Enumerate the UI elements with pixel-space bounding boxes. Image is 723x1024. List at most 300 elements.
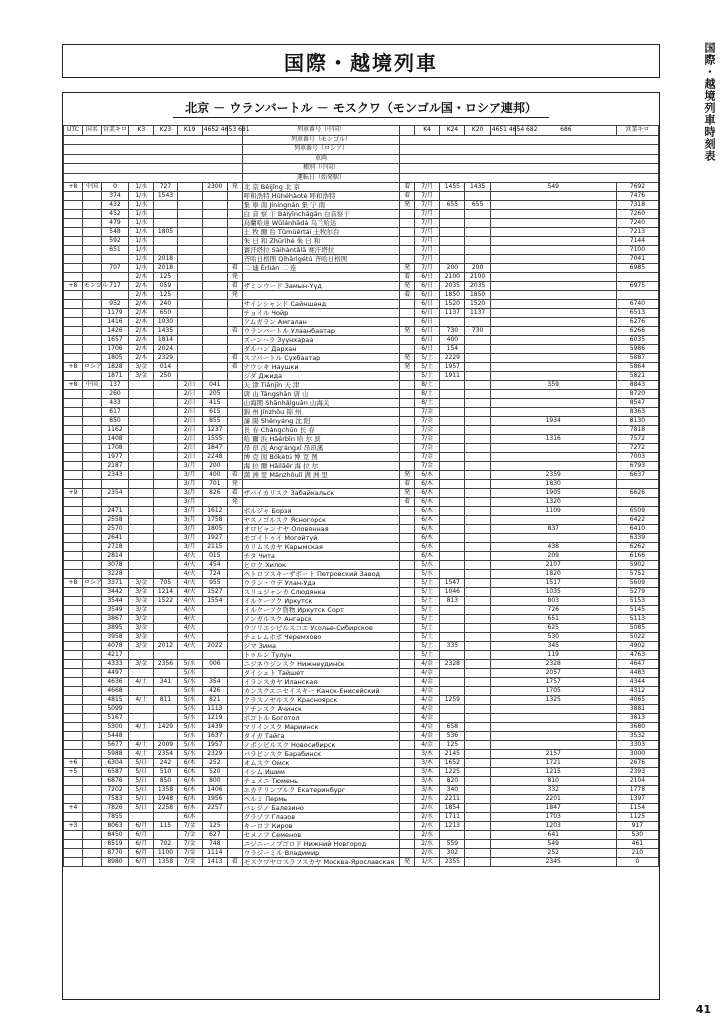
cell-dep: 1814 [154, 336, 177, 345]
cell-dep [154, 561, 177, 570]
table-row [64, 768, 659, 777]
table-row [64, 264, 659, 273]
cell-r-day: 5/土 [415, 363, 440, 372]
cell-arr [202, 210, 227, 219]
cell-km2: 3/月 [177, 480, 202, 489]
cell-utc [64, 795, 83, 804]
cell-km2: 2/日 [177, 453, 202, 462]
cell-r2 [465, 444, 490, 453]
cell-r-time [440, 444, 465, 453]
cell-arr: 701 [202, 480, 227, 489]
cell-km2: 5/水 [177, 723, 202, 732]
cell-r3 [490, 291, 616, 300]
cell-station [242, 480, 400, 489]
cell-dep [154, 237, 177, 246]
cell-r2 [465, 399, 490, 408]
cell-km: 8450 [101, 831, 128, 840]
cell-r2 [465, 381, 490, 390]
table-row [64, 327, 659, 336]
cell-km2 [177, 300, 202, 309]
cell-station: エカテリンブルク Екатеринбург [242, 786, 400, 795]
cell-r-day: 6/木 [415, 552, 440, 561]
cell-country [82, 201, 101, 210]
cell-r-day: 8/土 [415, 399, 440, 408]
cell-r-km: 7144 [616, 237, 658, 246]
cell-r2 [465, 417, 490, 426]
cell-mark [227, 255, 242, 264]
cell-r-time [440, 390, 465, 399]
cell-station: タイガ Тайга [242, 732, 400, 741]
cell-utc: +3 [64, 822, 83, 831]
cell-day: 2/木 [129, 282, 154, 291]
cell-mark [227, 579, 242, 588]
cell-r-km: 3000 [616, 750, 658, 759]
cell-country [82, 426, 101, 435]
cell-r-km: 7003 [616, 453, 658, 462]
cell-dep: 250 [154, 372, 177, 381]
cell-km: 5300 [101, 723, 128, 732]
cell-r-time [440, 489, 465, 498]
cell-r-time [440, 471, 465, 480]
cell-r-mark: 発 [400, 354, 415, 363]
cell-utc [64, 714, 83, 723]
cell-mark [227, 525, 242, 534]
cell-r-mark [400, 516, 415, 525]
cell-r2 [465, 354, 490, 363]
cell-country [82, 471, 101, 480]
table-row [64, 219, 659, 228]
cell-station: カンスクエニセイスキー Канск-Енисейский [242, 687, 400, 696]
cell-station: 齐哈日格图 Qíhārìgétú 齐哈日格图 [242, 255, 400, 264]
header-type: 種別（中国） [242, 164, 400, 174]
cell-arr: 1237 [202, 426, 227, 435]
table-row [64, 687, 659, 696]
header-train-label-mn: 列車番号（モンゴル） [242, 135, 400, 145]
cell-r-time [440, 255, 465, 264]
cell-r3: 1905 [490, 489, 616, 498]
header-row-trains [64, 126, 659, 136]
table-row [64, 408, 659, 417]
table-row [64, 336, 659, 345]
cell-r3 [490, 246, 616, 255]
cell-country [82, 705, 101, 714]
cell-km: 452 [101, 210, 128, 219]
cell-r-day: 7/月 [415, 237, 440, 246]
cell-r-day: 5/土 [415, 372, 440, 381]
cell-r2 [465, 804, 490, 813]
cell-r2 [465, 498, 490, 507]
cell-country [82, 669, 101, 678]
cell-mark: 着 [227, 363, 242, 372]
cell-r3 [490, 327, 616, 336]
cell-r-day: 3/木 [415, 768, 440, 777]
cell-mark [227, 624, 242, 633]
cell-r-day: 7/金 [415, 417, 440, 426]
cell-r-time [440, 633, 465, 642]
cell-r-time: 1911 [440, 372, 465, 381]
cell-r-mark [400, 678, 415, 687]
cell-utc [64, 624, 83, 633]
cell-station: タイシェト Тайшет [242, 669, 400, 678]
cell-r-day: 5/土 [415, 615, 440, 624]
cell-station: ウソリエシビルスコエ Усолье-Сибирское [242, 624, 400, 633]
cell-km: 5448 [101, 732, 128, 741]
cell-km [101, 273, 128, 282]
cell-station: ウラジーミル Владимир [242, 849, 400, 858]
cell-country [82, 552, 101, 561]
table-row [64, 480, 659, 489]
cell-mark [227, 633, 242, 642]
cell-r-day: 6/木 [415, 525, 440, 534]
cell-dep [154, 624, 177, 633]
cell-utc: +8 [64, 381, 83, 390]
cell-day: 3/金 [129, 606, 154, 615]
table-row [64, 678, 659, 687]
cell-km: 717 [101, 282, 128, 291]
cell-km: 3544 [101, 597, 128, 606]
cell-km2: 2/日 [177, 381, 202, 390]
cell-km: 4815 [101, 696, 128, 705]
cell-r-mark [400, 399, 415, 408]
cell-mark [227, 543, 242, 552]
cell-r-time [440, 480, 465, 489]
cell-r-km: 5887 [616, 354, 658, 363]
cell-day [129, 813, 154, 822]
cell-mark: 着 [227, 858, 242, 867]
cell-r-mark: 発 [400, 327, 415, 336]
cell-km2: 4/火 [177, 624, 202, 633]
cell-day: 5/日 [129, 759, 154, 768]
cell-day: 2/木 [129, 327, 154, 336]
cell-r-mark [400, 390, 415, 399]
cell-station: ウランバートル Улаанбаатар [242, 327, 400, 336]
cell-mark [227, 732, 242, 741]
table-row [64, 714, 659, 723]
cell-country [82, 273, 101, 282]
cell-r-day: 5/土 [415, 651, 440, 660]
cell-km2: 3/月 [177, 516, 202, 525]
cell-arr [202, 336, 227, 345]
cell-r-day: 5/土 [415, 354, 440, 363]
cell-r3 [490, 408, 616, 417]
cell-dep: 2258 [154, 804, 177, 813]
cell-arr: 015 [202, 552, 227, 561]
cell-r-time [440, 552, 465, 561]
cell-r-time: 2355 [440, 858, 465, 867]
cell-km: 4078 [101, 642, 128, 651]
cell-r2 [465, 750, 490, 759]
cell-r3 [490, 318, 616, 327]
cell-station: ボゴトル Боготол [242, 714, 400, 723]
cell-r-time [440, 669, 465, 678]
cell-country [82, 723, 101, 732]
cell-station: ザバイカリスク Забайкальск [242, 489, 400, 498]
cell-dep: 125 [154, 291, 177, 300]
cell-dep [154, 516, 177, 525]
cell-station: ジマ Зима [242, 642, 400, 651]
cell-r-time [440, 210, 465, 219]
cell-r-mark [400, 660, 415, 669]
cell-dep: 2024 [154, 345, 177, 354]
cell-utc [64, 210, 83, 219]
table-row [64, 300, 659, 309]
cell-dep [154, 534, 177, 543]
cell-r-km: 461 [616, 840, 658, 849]
cell-r-time: 820 [440, 777, 465, 786]
cell-r-day: 4/金 [415, 678, 440, 687]
cell-r-mark: 発 [400, 858, 415, 867]
cell-arr: 1847 [202, 444, 227, 453]
cell-km: 3371 [101, 579, 128, 588]
cell-utc [64, 201, 83, 210]
cell-km: 617 [101, 408, 128, 417]
cell-dep [154, 417, 177, 426]
table-row [64, 705, 659, 714]
cell-r2 [465, 858, 490, 867]
cell-r-km: 7240 [616, 219, 658, 228]
cell-dep: 1435 [154, 327, 177, 336]
cell-r-mark [400, 750, 415, 759]
cell-station: ヒロク Хилок [242, 561, 400, 570]
cell-dep [154, 444, 177, 453]
cell-r-time [440, 219, 465, 228]
cell-dep: 2009 [154, 741, 177, 750]
cell-dep [154, 246, 177, 255]
table-row [64, 786, 659, 795]
cell-mark [227, 462, 242, 471]
cell-country [82, 804, 101, 813]
cell-mark: 発 [227, 183, 242, 192]
cell-r-km: 4647 [616, 660, 658, 669]
cell-station: 烏蘭哈達 Wūlánhādá 乌兰哈达 [242, 219, 400, 228]
cell-day [129, 570, 154, 579]
cell-day: 1/水 [129, 210, 154, 219]
cell-km: 4217 [101, 651, 128, 660]
table-row [64, 579, 659, 588]
cell-arr [202, 633, 227, 642]
cell-r3: 1203 [490, 822, 616, 831]
cell-km2: 4/火 [177, 579, 202, 588]
cell-r3: 359 [490, 381, 616, 390]
cell-dep [154, 219, 177, 228]
cell-r-mark [400, 651, 415, 660]
cell-arr: 1413 [202, 858, 227, 867]
cell-mark [227, 318, 242, 327]
cell-mark: 着 [227, 354, 242, 363]
cell-station: 山海関 Shānhǎiguān 山海关 [242, 399, 400, 408]
cell-r-km: 7318 [616, 201, 658, 210]
cell-mark: 着 [227, 489, 242, 498]
cell-country [82, 372, 101, 381]
cell-mark [227, 759, 242, 768]
cell-day [129, 552, 154, 561]
cell-r2: 1850 [465, 291, 490, 300]
cell-r-km: 8547 [616, 399, 658, 408]
cell-r3: 2157 [490, 750, 616, 759]
cell-r2 [465, 777, 490, 786]
cell-km2: 3/月 [177, 498, 202, 507]
cell-km2: 7/金 [177, 831, 202, 840]
cell-dep [154, 426, 177, 435]
cell-km: 7855 [101, 813, 128, 822]
cell-utc [64, 498, 83, 507]
cell-r-km: 3813 [616, 714, 658, 723]
cell-km: 2718 [101, 543, 128, 552]
cell-station: 白 音 察 干 Báiyīnchágān 白音察干 [242, 210, 400, 219]
cell-km2: 6/木 [177, 786, 202, 795]
cell-r2 [465, 372, 490, 381]
cell-utc: +8 [64, 363, 83, 372]
cell-km: 1828 [101, 363, 128, 372]
cell-km: 433 [101, 399, 128, 408]
cell-day [129, 417, 154, 426]
cell-country: ロシア [83, 363, 102, 370]
cell-r-time: 730 [440, 327, 465, 336]
cell-utc [64, 615, 83, 624]
cell-station: ザミンウード Замын-Үүд [242, 282, 400, 291]
cell-day: 1/水 [129, 228, 154, 237]
cell-r-time: 1547 [440, 579, 465, 588]
cell-r3 [490, 228, 616, 237]
cell-r-time: 125 [440, 741, 465, 750]
cell-r-km: 8720 [616, 390, 658, 399]
cell-r-mark [400, 453, 415, 462]
cell-r-day: 2/水 [415, 831, 440, 840]
cell-day: 1/水 [129, 183, 154, 192]
cell-dep: 2356 [154, 660, 177, 669]
cell-utc [64, 309, 83, 318]
cell-dep [154, 390, 177, 399]
cell-r-mark [400, 381, 415, 390]
cell-km: 6304 [101, 759, 128, 768]
cell-r-mark [400, 426, 415, 435]
cell-r-time [440, 831, 465, 840]
cell-station: キーロフ Киров [242, 822, 400, 831]
cell-r-mark: 着 [400, 291, 415, 300]
cell-r-mark [400, 759, 415, 768]
cell-arr: 1637 [202, 732, 227, 741]
cell-r3: 1109 [490, 507, 616, 516]
side-tab: 国際・越境列車時刻表 [703, 42, 716, 162]
cell-r-day: 7/月 [415, 246, 440, 255]
cell-arr [202, 246, 227, 255]
cell-r3 [490, 300, 616, 309]
cell-r-day: 3/木 [415, 750, 440, 759]
cell-r2 [465, 633, 490, 642]
cell-r-time [440, 399, 465, 408]
cell-station: ダルハン Дархан [242, 345, 400, 354]
cell-arr: 354 [202, 678, 227, 687]
table-row [64, 831, 659, 840]
cell-country [82, 606, 101, 615]
cell-km: 1408 [101, 435, 128, 444]
cell-r3 [490, 210, 616, 219]
cell-utc: +8 [64, 183, 83, 192]
cell-mark [227, 408, 242, 417]
cell-r-km: 5022 [616, 633, 658, 642]
cell-day: 3/金 [129, 642, 154, 651]
cell-r3: 2057 [490, 669, 616, 678]
cell-r-km: 7818 [616, 426, 658, 435]
cell-r3: 1820 [490, 570, 616, 579]
cell-station: アンガルスク Ангарск [242, 615, 400, 624]
cell-arr [202, 327, 227, 336]
cell-r-time [440, 687, 465, 696]
cell-mark [227, 660, 242, 669]
cell-r2 [465, 723, 490, 732]
cell-km2 [177, 282, 202, 291]
cell-r2 [465, 615, 490, 624]
cell-r-time [440, 561, 465, 570]
cell-km2 [177, 192, 202, 201]
cell-country: 中国 [82, 381, 101, 390]
cell-day: 2/木 [129, 345, 154, 354]
cell-country [82, 696, 101, 705]
page-title-text: 国際・越境列車 [284, 50, 438, 75]
cell-r-day: 2/水 [415, 813, 440, 822]
cell-country [82, 390, 101, 399]
cell-r-km: 530 [616, 831, 658, 840]
cell-km2: 5/水 [177, 714, 202, 723]
header-row-type [64, 164, 659, 174]
cell-r3: 1320 [490, 498, 616, 507]
cell-arr: 1219 [202, 714, 227, 723]
cell-station: ノボシビルスク Новосибирск [242, 741, 400, 750]
cell-dep [154, 408, 177, 417]
cell-station: 昂 昂 渓 Áng'ángxī 昂昂溪 [242, 444, 400, 453]
cell-country [82, 408, 101, 417]
cell-country [82, 786, 101, 795]
cell-arr [202, 300, 227, 309]
cell-km: 8519 [101, 840, 128, 849]
cell-mark [227, 336, 242, 345]
cell-r-mark [400, 588, 415, 597]
cell-r-mark: 発 [400, 201, 415, 210]
cell-r-time [440, 426, 465, 435]
cell-arr: 748 [202, 840, 227, 849]
cell-r-km: 6410 [616, 525, 658, 534]
cell-utc [64, 660, 83, 669]
cell-country [82, 543, 101, 552]
cell-station [242, 291, 400, 300]
cell-r-time: 1259 [440, 696, 465, 705]
cell-r-day: 5/土 [415, 606, 440, 615]
cell-km2: 3/月 [177, 534, 202, 543]
cell-utc [64, 273, 83, 282]
cell-r-km: 3532 [616, 732, 658, 741]
cell-dep: 1429 [154, 723, 177, 732]
table-row [64, 516, 659, 525]
cell-arr: 1554 [202, 597, 227, 606]
cell-km: 0 [101, 183, 128, 192]
cell-station: チュメニ Тюмень [242, 777, 400, 786]
cell-country [82, 444, 101, 453]
cell-dep: 1948 [154, 795, 177, 804]
cell-r2 [465, 525, 490, 534]
cell-r2 [465, 678, 490, 687]
cell-utc [64, 426, 83, 435]
cell-r-time [440, 417, 465, 426]
cell-country [82, 498, 101, 507]
cell-km: 1805 [101, 354, 128, 363]
cell-station: 賽汗塔拉 Sàihàntǎlā 赛汗塔拉 [242, 246, 400, 255]
cell-r3 [490, 363, 616, 372]
cell-r-mark [400, 237, 415, 246]
cell-r2 [465, 588, 490, 597]
cell-mark [227, 588, 242, 597]
cell-km: 2343 [101, 471, 128, 480]
cell-r2 [465, 642, 490, 651]
